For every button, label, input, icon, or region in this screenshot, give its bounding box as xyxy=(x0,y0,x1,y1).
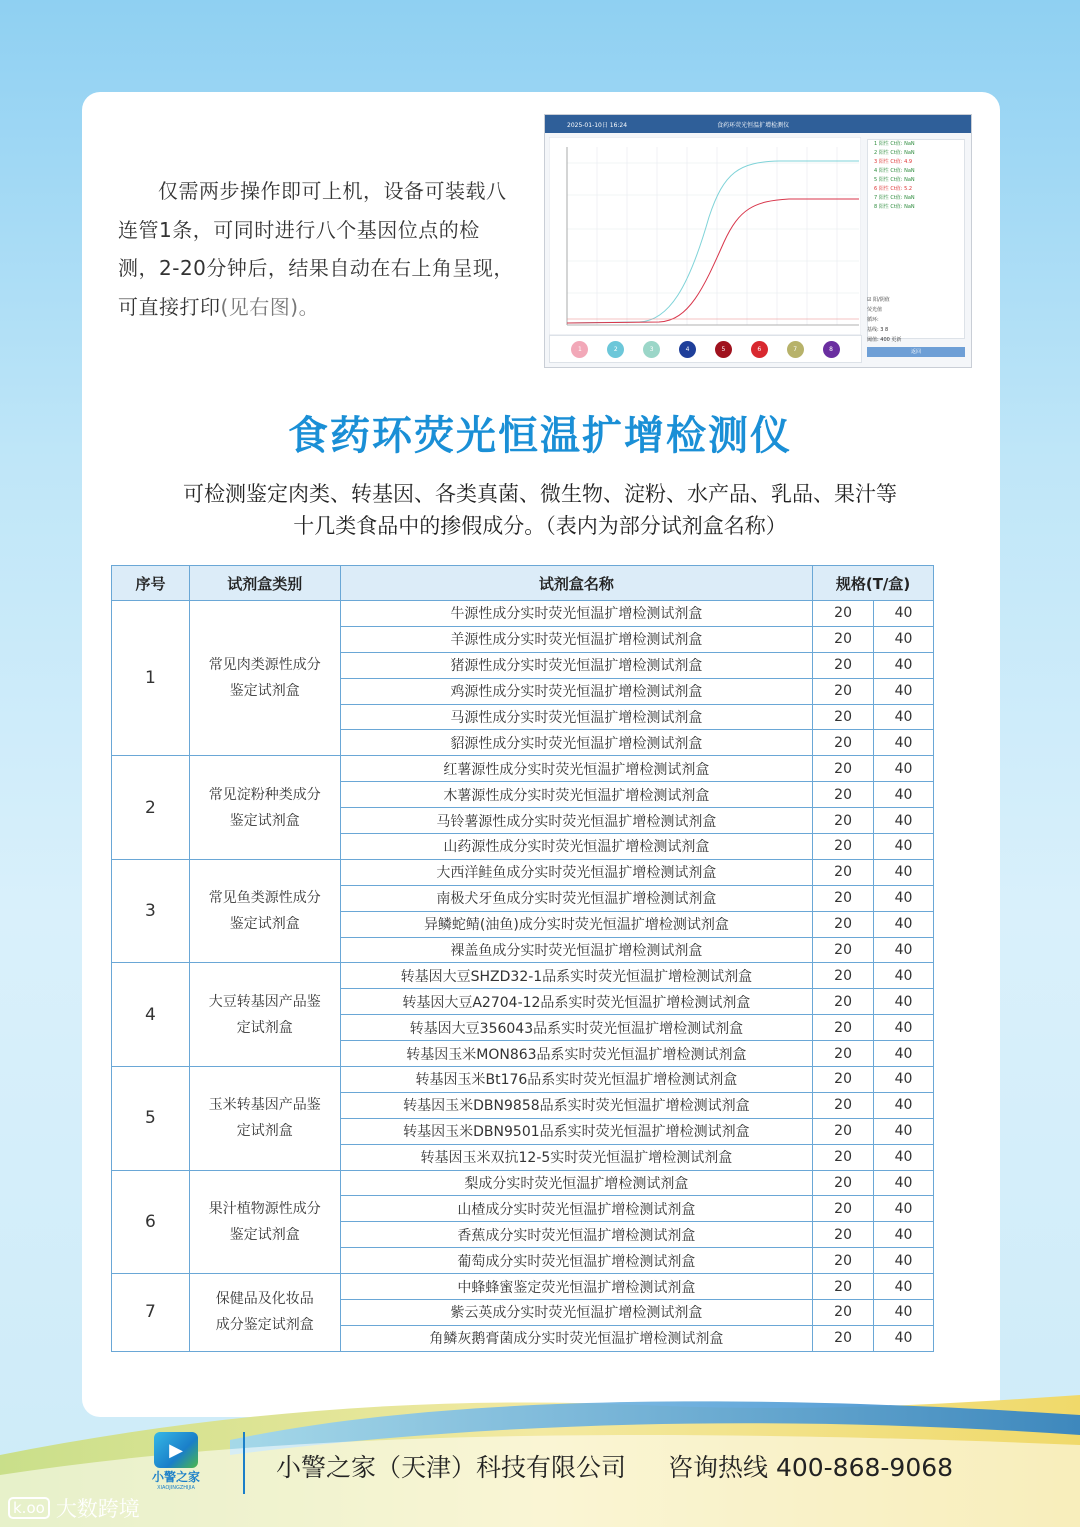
intro-text: 仅需两步操作即可上机，设备可装载八连管1条，可同时进行八个基因位点的检测，2-20分钟后，结果自动在右上角呈现，可直接打印 xyxy=(118,179,514,319)
spec-20: 20 xyxy=(813,1300,874,1326)
header-spec: 规格(T/盒) xyxy=(813,566,934,601)
spec-40: 40 xyxy=(874,782,934,808)
well-1[interactable]: 1 xyxy=(571,341,588,358)
group-category: 常见鱼类源性成分 鉴定试剂盒 xyxy=(189,859,340,963)
kit-name: 梨成分实时荧光恒温扩增检测试剂盒 xyxy=(340,1170,812,1196)
spec-40: 40 xyxy=(874,1300,934,1326)
amplification-curve-plot xyxy=(549,137,861,335)
well-6[interactable]: 6 xyxy=(751,341,768,358)
spec-20: 20 xyxy=(813,1248,874,1274)
group-category: 大豆转基因产品鉴 定试剂盒 xyxy=(189,963,340,1067)
spec-40: 40 xyxy=(874,937,934,963)
well-2[interactable]: 2 xyxy=(607,341,624,358)
spec-40: 40 xyxy=(874,1041,934,1067)
spec-20: 20 xyxy=(813,834,874,860)
intro-paragraph xyxy=(118,172,518,326)
spec-20: 20 xyxy=(813,1196,874,1222)
group-number: 3 xyxy=(112,859,190,963)
spec-40: 40 xyxy=(874,1015,934,1041)
kit-name: 鸡源性成分实时荧光恒温扩增检测试剂盒 xyxy=(340,678,812,704)
spec-20: 20 xyxy=(813,963,874,989)
spec-20: 20 xyxy=(813,730,874,756)
kit-name: 山药源性成分实时荧光恒温扩增检测试剂盒 xyxy=(340,834,812,860)
spec-20: 20 xyxy=(813,1274,874,1300)
table-row xyxy=(112,1274,934,1300)
spec-20: 20 xyxy=(813,1015,874,1041)
intro-note: (见右图)。 xyxy=(220,294,320,319)
result-row: 1 阳性 Ct值: NaN xyxy=(874,141,915,147)
group-category: 玉米转基因产品鉴 定试剂盒 xyxy=(189,1067,340,1171)
description-line-1: 可检测鉴定肉类、转基因、各类真菌、微生物、淀粉、水产品、乳品、果汁等 xyxy=(183,482,897,506)
kit-name: 转基因大豆A2704-12品系实时荧光恒温扩增检测试剂盒 xyxy=(340,989,812,1015)
spec-40: 40 xyxy=(874,1118,934,1144)
spec-40: 40 xyxy=(874,626,934,652)
table-row xyxy=(112,601,934,627)
spec-40: 40 xyxy=(874,652,934,678)
spec-40: 40 xyxy=(874,989,934,1015)
group-category: 保健品及化妆品 成分鉴定试剂盒 xyxy=(189,1274,340,1352)
result-row: 8 阳性 Ct值: NaN xyxy=(874,204,915,210)
spec-40: 40 xyxy=(874,911,934,937)
device-datetime: 2025-01-10日 16:24 xyxy=(567,121,628,129)
spec-20: 20 xyxy=(813,652,874,678)
spec-20: 20 xyxy=(813,1067,874,1093)
spec-40: 40 xyxy=(874,1092,934,1118)
kit-name: 牛源性成分实时荧光恒温扩增检测试剂盒 xyxy=(340,601,812,627)
spec-20: 20 xyxy=(813,1170,874,1196)
kit-name: 貂源性成分实时荧光恒温扩增检测试剂盒 xyxy=(340,730,812,756)
spec-40: 40 xyxy=(874,756,934,782)
spec-20: 20 xyxy=(813,937,874,963)
baseline-field[interactable]: 基线: 3 8 xyxy=(867,327,889,333)
hotline: 咨询热线 400-868-9068 xyxy=(668,1453,954,1482)
header-no: 序号 xyxy=(112,566,190,601)
result-row: 7 阳性 Ct值: NaN xyxy=(874,195,915,201)
well-4[interactable]: 4 xyxy=(679,341,696,358)
kit-name: 转基因玉米双抗12-5实时荧光恒温扩增检测试剂盒 xyxy=(340,1144,812,1170)
spec-20: 20 xyxy=(813,756,874,782)
company-logo xyxy=(140,1432,212,1502)
device-title: 食药环荧光恒温扩增检测仪 xyxy=(717,121,790,129)
group-category: 常见淀粉种类成分 鉴定试剂盒 xyxy=(189,756,340,860)
spec-20: 20 xyxy=(813,678,874,704)
spec-40: 40 xyxy=(874,834,934,860)
well-8[interactable]: 8 xyxy=(823,341,840,358)
kit-name: 南极犬牙鱼成分实时荧光恒温扩增检测试剂盒 xyxy=(340,885,812,911)
header-name: 试剂盒名称 xyxy=(340,566,812,601)
kit-name: 猪源性成分实时荧光恒温扩增检测试剂盒 xyxy=(340,652,812,678)
group-category: 常见肉类源性成分 鉴定试剂盒 xyxy=(189,601,340,756)
kit-name: 转基因玉米DBN9501品系实时荧光恒温扩增检测试剂盒 xyxy=(340,1118,812,1144)
spec-20: 20 xyxy=(813,808,874,834)
group-number: 2 xyxy=(112,756,190,860)
group-category: 果汁植物源性成分 鉴定试剂盒 xyxy=(189,1170,340,1274)
table-row xyxy=(112,1170,934,1196)
checkbox-fluor[interactable]: 荧光值 xyxy=(867,307,883,313)
result-row: 4 阳性 Ct值: NaN xyxy=(874,168,915,174)
spec-40: 40 xyxy=(874,808,934,834)
kit-name: 红薯源性成分实时荧光恒温扩增检测试剂盒 xyxy=(340,756,812,782)
kit-name: 异鳞蛇鲭(油鱼)成分实时荧光恒温扩增检测试剂盒 xyxy=(340,911,812,937)
kit-name: 马铃薯源性成分实时荧光恒温扩增检测试剂盒 xyxy=(340,808,812,834)
kit-name: 转基因玉米MON863品系实时荧光恒温扩增检测试剂盒 xyxy=(340,1041,812,1067)
spec-20: 20 xyxy=(813,1041,874,1067)
spec-20: 20 xyxy=(813,885,874,911)
group-number: 4 xyxy=(112,963,190,1067)
spec-40: 40 xyxy=(874,1325,934,1351)
spec-20: 20 xyxy=(813,1144,874,1170)
kit-name: 角鳞灰鹅膏菌成分实时荧光恒温扩增检测试剂盒 xyxy=(340,1325,812,1351)
kit-name: 紫云英成分实时荧光恒温扩增检测试剂盒 xyxy=(340,1300,812,1326)
device-screenshot xyxy=(544,114,972,368)
kit-name: 山楂成分实时荧光恒温扩增检测试剂盒 xyxy=(340,1196,812,1222)
spec-20: 20 xyxy=(813,601,874,627)
kit-name: 木薯源性成分实时荧光恒温扩增检测试剂盒 xyxy=(340,782,812,808)
spec-40: 40 xyxy=(874,704,934,730)
spec-20: 20 xyxy=(813,911,874,937)
group-number: 6 xyxy=(112,1170,190,1274)
kit-name: 马源性成分实时荧光恒温扩增检测试剂盒 xyxy=(340,704,812,730)
table-row xyxy=(112,963,934,989)
spec-40: 40 xyxy=(874,678,934,704)
group-number: 7 xyxy=(112,1274,190,1352)
description xyxy=(0,478,1080,542)
threshold-field[interactable]: 阈值: 400 更新 xyxy=(867,337,902,343)
kit-name: 中蜂蜂蜜鉴定荧光恒温扩增检测试剂盒 xyxy=(340,1274,812,1300)
spec-40: 40 xyxy=(874,1222,934,1248)
spec-40: 40 xyxy=(874,1248,934,1274)
spec-40: 40 xyxy=(874,1196,934,1222)
well-5[interactable]: 5 xyxy=(715,341,732,358)
well-3[interactable]: 3 xyxy=(643,341,660,358)
checkbox-ct[interactable]: ☑ 阳/阴值 xyxy=(867,297,890,303)
spec-20: 20 xyxy=(813,704,874,730)
spec-20: 20 xyxy=(813,1325,874,1351)
logo-name: 小警之家 xyxy=(151,1470,200,1484)
description-line-2: 十几类食品中的掺假成分。（表内为部分试剂盒名称） xyxy=(293,514,787,538)
kit-name: 大西洋鲑鱼成分实时荧光恒温扩增检测试剂盒 xyxy=(340,859,812,885)
spec-20: 20 xyxy=(813,1222,874,1248)
group-number: 1 xyxy=(112,601,190,756)
spec-40: 40 xyxy=(874,1144,934,1170)
kit-name: 裸盖鱼成分实时荧光恒温扩增检测试剂盒 xyxy=(340,937,812,963)
kit-name: 羊源性成分实时荧光恒温扩增检测试剂盒 xyxy=(340,626,812,652)
device-controls xyxy=(867,295,965,357)
cycle-field[interactable]: 循环: xyxy=(867,317,879,323)
well-row xyxy=(549,335,862,363)
kit-name: 葡萄成分实时荧光恒温扩增检测试剂盒 xyxy=(340,1248,812,1274)
back-button[interactable]: 返回 xyxy=(867,347,965,357)
page-title: 食药环荧光恒温扩增检测仪 xyxy=(288,413,792,459)
watermark-text: 大数跨境 xyxy=(55,1497,140,1521)
result-row: 5 阳性 Ct值: NaN xyxy=(874,177,915,183)
spec-20: 20 xyxy=(813,1092,874,1118)
watermark xyxy=(8,1493,140,1523)
spec-20: 20 xyxy=(813,1118,874,1144)
reagent-table xyxy=(111,565,934,1352)
group-number: 5 xyxy=(112,1067,190,1171)
result-row: 3 阳性 Ct值: 4.9 xyxy=(874,159,913,165)
spec-20: 20 xyxy=(813,859,874,885)
footer-divider xyxy=(243,1432,245,1494)
spec-40: 40 xyxy=(874,1170,934,1196)
spec-20: 20 xyxy=(813,782,874,808)
well-7[interactable]: 7 xyxy=(787,341,804,358)
spec-20: 20 xyxy=(813,626,874,652)
table-row xyxy=(112,1067,934,1093)
header-category: 试剂盒类别 xyxy=(189,566,340,601)
kit-name: 转基因玉米DBN9858品系实时荧光恒温扩增检测试剂盒 xyxy=(340,1092,812,1118)
spec-40: 40 xyxy=(874,1274,934,1300)
spec-40: 40 xyxy=(874,601,934,627)
result-row: 2 阳性 Ct值: NaN xyxy=(874,150,915,156)
kit-name: 香蕉成分实时荧光恒温扩增检测试剂盒 xyxy=(340,1222,812,1248)
spec-40: 40 xyxy=(874,859,934,885)
spec-40: 40 xyxy=(874,1067,934,1093)
kit-name: 转基因大豆SHZD32-1品系实时荧光恒温扩增检测试剂盒 xyxy=(340,963,812,989)
spec-40: 40 xyxy=(874,730,934,756)
spec-40: 40 xyxy=(874,963,934,989)
table-row xyxy=(112,756,934,782)
device-title-bar xyxy=(545,115,971,133)
table-header-row xyxy=(112,566,934,601)
table-row xyxy=(112,859,934,885)
spec-40: 40 xyxy=(874,885,934,911)
kit-name: 转基因玉米Bt176品系实时荧光恒温扩增检测试剂盒 xyxy=(340,1067,812,1093)
kit-name: 转基因大豆356043品系实时荧光恒温扩增检测试剂盒 xyxy=(340,1015,812,1041)
spec-20: 20 xyxy=(813,989,874,1015)
company-name: 小警之家（天津）科技有限公司 xyxy=(276,1453,627,1482)
result-row: 6 阳性 Ct值: 5.2 xyxy=(874,186,913,192)
watermark-logo: k.oo xyxy=(8,1497,50,1519)
logo-icon: ▶ xyxy=(154,1432,198,1468)
logo-pinyin: XIAOJINGZHIJIA xyxy=(157,1485,195,1491)
